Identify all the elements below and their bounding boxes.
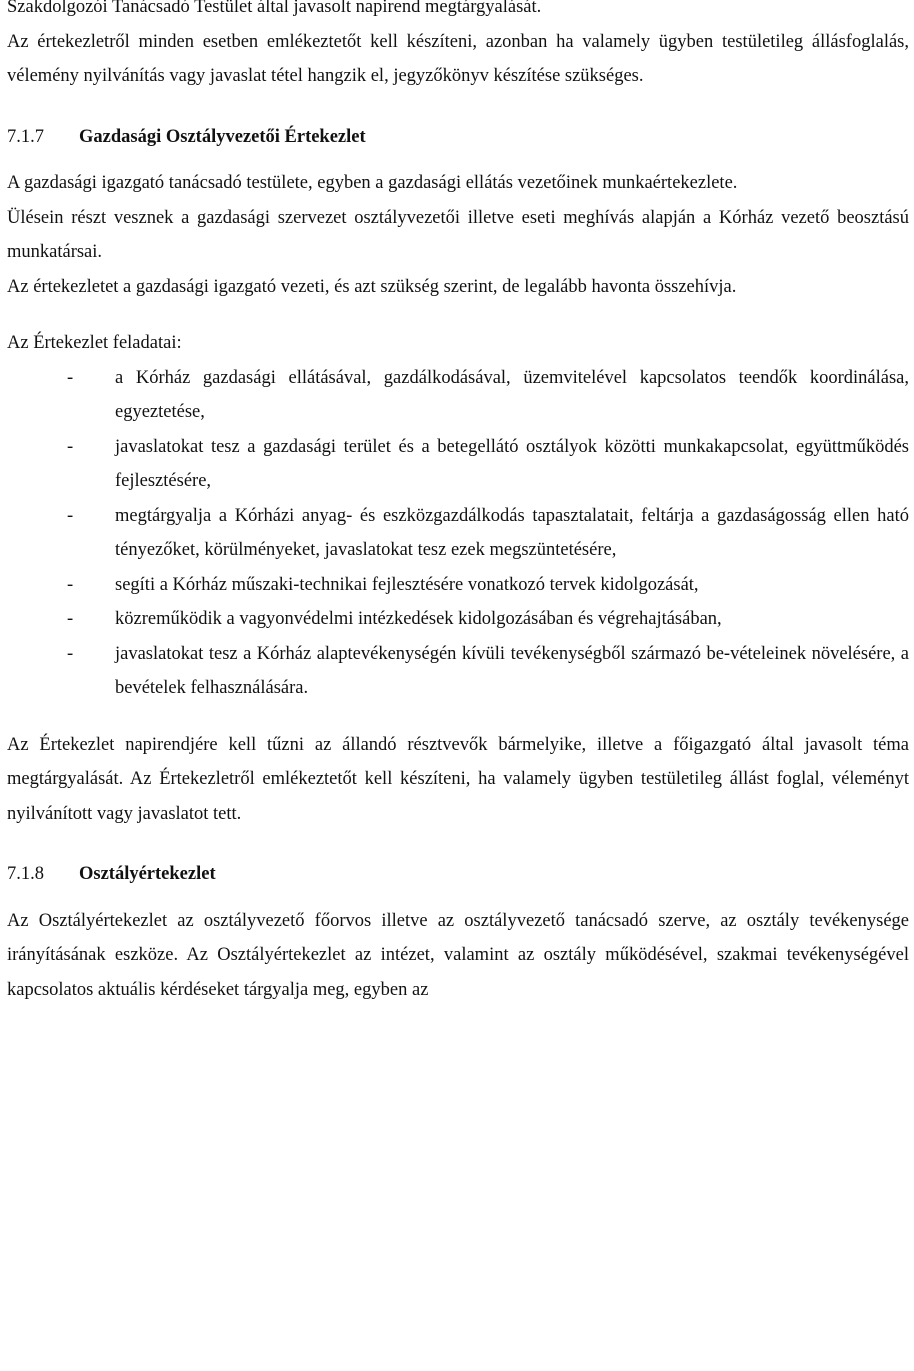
section-heading-7-1-7 — [7, 120, 909, 155]
intro-line: Szakdolgozói Tanácsadó Testület által javasolt napirend megtárgyalását. — [7, 0, 542, 17]
spacer — [7, 831, 909, 857]
spacer — [7, 154, 909, 166]
paragraph: Az értekezletet a gazdasági igazgató vezeti, és azt szükség szerint, de legalább havonta összehívja. — [7, 276, 737, 297]
closing-paragraph: Az Értekezlet napirendjére kell tűzni az állandó résztvevők bármelyike, illetve a főigazgató által javasolt téma megtárgyalását. Az Értekezletről emlékeztetőt kell készíteni, ha valamely ügyben testületileg állást foglal, véleményt nyilvánított vagy javaslatot tett. — [7, 734, 909, 824]
list-item-text: javaslatokat tesz a Kórház alaptevékenységén kívüli tevékenységből származó be-vételeinek növelésére, a bevételek felhasználására. — [115, 643, 909, 698]
intro-paragraph: Az értekezletről minden esetben emlékeztetőt kell készíteni, azonban ha valamely ügyben testületileg állásfoglalás, vélemény nyilvánítás vagy javaslat tétel hangzik el, jegyzőkönyv készítése szükséges. — [7, 31, 909, 86]
list-item-text: megtárgyalja a Kórházi anyag- és eszközgazdálkodás tapasztalatait, feltárja a gazdaságosság ellen ható tényezőket, körülményeket, javaslatokat tesz ezek megszüntetésére, — [115, 505, 909, 560]
section-title: Gazdasági Osztályvezetői Értekezlet — [79, 126, 366, 147]
document-page — [7, 0, 909, 1007]
dash-bullet: - — [67, 643, 74, 664]
section-number: 7.1.7 — [7, 126, 44, 147]
paragraph: Ülésein részt vesznek a gazdasági szervezet osztályvezetői illetve eseti meghívás alapján a Kórház vezető beosztású munkatársai. — [7, 207, 909, 262]
list-item — [7, 430, 909, 499]
spacer — [7, 304, 909, 326]
list-item — [7, 568, 909, 603]
dash-bullet: - — [67, 436, 74, 457]
list-item-text: javaslatokat tesz a gazdasági terület és a betegellátó osztályok közötti munkakapcsolat, együttműködés fejlesztésére, — [115, 436, 909, 491]
list-item — [7, 499, 909, 568]
list-item — [7, 361, 909, 430]
paragraph: Az Osztályértekezlet az osztályvezető főorvos illetve az osztályvezető tanácsadó szerve, az osztály tevékenysége irányításának eszköze. Az Osztályértekezlet az intézet, valamint az osztály működésével, szakmai tevékenységével kapcsolatos aktuális kérdéseket tárgyalja meg, egyben az — [7, 910, 909, 1000]
list-item-text: közreműködik a vagyonvédelmi intézkedések kidolgozásában és végrehajtásában, — [115, 609, 722, 629]
spacer — [7, 892, 909, 904]
tasks-heading: Az Értekezlet feladatai: — [7, 333, 182, 353]
section-title: Osztályértekezlet — [79, 864, 216, 884]
dash-bullet: - — [67, 367, 74, 388]
paragraph: A gazdasági igazgató tanácsadó testülete, egyben a gazdasági ellátás vezetőinek munkaértekezlete. — [7, 173, 738, 193]
section-number: 7.1.8 — [7, 864, 44, 884]
dash-bullet: - — [67, 574, 74, 595]
list-item-text: a Kórház gazdasági ellátásával, gazdálkodásával, üzemvitelével kapcsolatos teendők koordinálása, egyeztetése, — [115, 367, 909, 422]
tasks-list — [7, 361, 909, 706]
spacer — [7, 94, 909, 120]
dash-bullet: - — [67, 609, 74, 629]
dash-bullet: - — [67, 505, 74, 526]
list-item-text: segíti a Kórház műszaki-technikai fejlesztésére vonatkozó tervek kidolgozását, — [115, 574, 699, 595]
spacer — [7, 706, 909, 728]
section-heading-7-1-8 — [7, 857, 909, 892]
list-item — [7, 637, 909, 706]
list-item — [7, 602, 909, 637]
